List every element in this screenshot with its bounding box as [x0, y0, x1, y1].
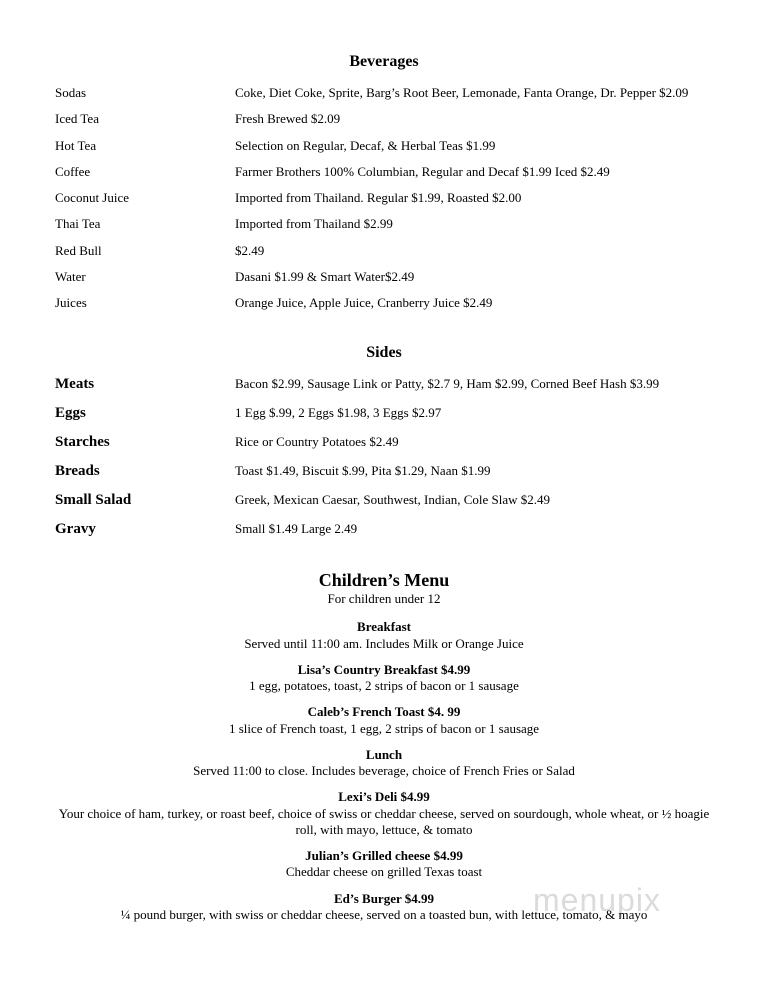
menu-entry — [48, 704, 720, 737]
entry-description: ¼ pound burger, with swiss or cheddar cheese, served on a toasted bun, with lettuce, tomato, & mayo — [120, 906, 648, 922]
item-description: Small $1.49 Large 2.49 — [235, 520, 358, 536]
item-name: Starches — [55, 433, 110, 450]
childrens-menu-entries — [0, 619, 768, 923]
menu-item-row — [0, 111, 768, 127]
menu-item-row — [0, 462, 768, 480]
menupix-watermark: menupix — [533, 882, 661, 918]
item-description: Orange Juice, Apple Juice, Cranberry Juice $2.49 — [235, 295, 493, 311]
beverages-section-title: Beverages — [349, 53, 419, 70]
item-name: Hot Tea — [55, 137, 97, 153]
entry-description: Served until 11:00 am. Includes Milk or Orange Juice — [244, 635, 524, 651]
menu-item-row — [0, 164, 768, 180]
menu-entry — [48, 891, 720, 924]
item-description: Bacon $2.99, Sausage Link or Patty, $2.7 9, Ham $2.99, Corned Beef Hash $3.99 — [235, 375, 660, 391]
menu-item-row — [0, 269, 768, 285]
childrens-menu-title: Children’s Menu — [318, 569, 450, 590]
item-description: Rice or Country Potatoes $2.49 — [235, 433, 399, 449]
item-description: Farmer Brothers 100% Columbian, Regular and Decaf $1.99 Iced $2.49 — [235, 163, 610, 179]
item-name: Thai Tea — [55, 216, 101, 232]
item-name: Coffee — [55, 163, 91, 179]
menu-entry — [48, 747, 720, 780]
entry-description: 1 egg, potatoes, toast, 2 strips of bacon or 1 sausage — [249, 678, 519, 694]
item-name: Gravy — [55, 520, 96, 537]
entry-description: 1 slice of French toast, 1 egg, 2 strips of bacon or 1 sausage — [228, 720, 540, 736]
item-description: Toast $1.49, Biscuit $.99, Pita $1.29, Naan $1.99 — [235, 462, 491, 478]
item-name: Red Bull — [55, 242, 102, 258]
item-name: Eggs — [55, 404, 86, 421]
entry-description: Served 11:00 to close. Includes beverage, choice of French Fries or Salad — [193, 763, 575, 779]
menu-item-row — [0, 216, 768, 232]
item-description: Coke, Diet Coke, Sprite, Barg’s Root Beer, Lemonade, Fanta Orange, Dr. Pepper $2.09 — [235, 85, 689, 101]
menu-entry — [48, 848, 720, 881]
item-name: Small Salad — [55, 491, 132, 508]
entry-heading: Julian’s Grilled cheese $4.99 — [305, 848, 463, 864]
item-description: Selection on Regular, Decaf, & Herbal Teas $1.99 — [235, 137, 496, 153]
entry-heading: Lisa’s Country Breakfast $4.99 — [297, 661, 471, 677]
item-name: Water — [55, 268, 86, 284]
item-name: Juices — [55, 295, 87, 311]
menu-item-row — [0, 295, 768, 311]
item-description: Greek, Mexican Caesar, Southwest, Indian, Cole Slaw $2.49 — [235, 491, 551, 507]
item-description: Fresh Brewed $2.09 — [235, 111, 341, 127]
menu-content — [0, 52, 768, 923]
childrens-menu-subtitle: For children under 12 — [327, 591, 441, 607]
entry-heading: Breakfast — [357, 619, 411, 635]
menu-entry — [48, 619, 720, 652]
item-description: Imported from Thailand $2.99 — [235, 216, 393, 232]
item-description: Imported from Thailand. Regular $1.99, Roasted $2.00 — [235, 190, 522, 206]
entry-heading: Lexi’s Deli $4.99 — [338, 789, 430, 805]
item-name: Iced Tea — [55, 111, 99, 127]
menu-item-row — [0, 404, 768, 422]
entry-heading: Caleb’s French Toast $4. 99 — [307, 704, 461, 720]
item-name: Breads — [55, 462, 100, 479]
entry-heading: Ed’s Burger $4.99 — [333, 890, 435, 906]
menu-item-row — [0, 85, 768, 101]
menu-item-row — [0, 433, 768, 451]
item-name: Meats — [55, 375, 95, 392]
item-description: $2.49 — [235, 242, 265, 258]
childrens-menu-section — [0, 570, 768, 924]
menu-entry — [48, 662, 720, 695]
menu-item-row — [0, 491, 768, 509]
menu-item-row — [0, 138, 768, 154]
entry-heading: Lunch — [365, 746, 403, 762]
item-description: 1 Egg $.99, 2 Eggs $1.98, 3 Eggs $2.97 — [235, 404, 442, 420]
item-name: Sodas — [55, 85, 87, 101]
item-name: Coconut Juice — [55, 190, 130, 206]
entry-description: Cheddar cheese on grilled Texas toast — [285, 864, 483, 880]
menu-entry — [48, 789, 720, 838]
beverages-section — [0, 52, 768, 311]
menu-item-row — [0, 520, 768, 538]
menu-item-row — [0, 375, 768, 393]
sides-section — [0, 343, 768, 537]
entry-description: Your choice of ham, turkey, or roast beef, choice of swiss or cheddar cheese, served on sourdough, whole wheat, or ½ hoagie roll, with mayo, lettuce, & tomato — [58, 805, 710, 837]
menu-item-row — [0, 243, 768, 259]
sides-section-title: Sides — [366, 344, 402, 362]
menu-item-row — [0, 190, 768, 206]
item-description: Dasani $1.99 & Smart Water$2.49 — [235, 268, 415, 284]
